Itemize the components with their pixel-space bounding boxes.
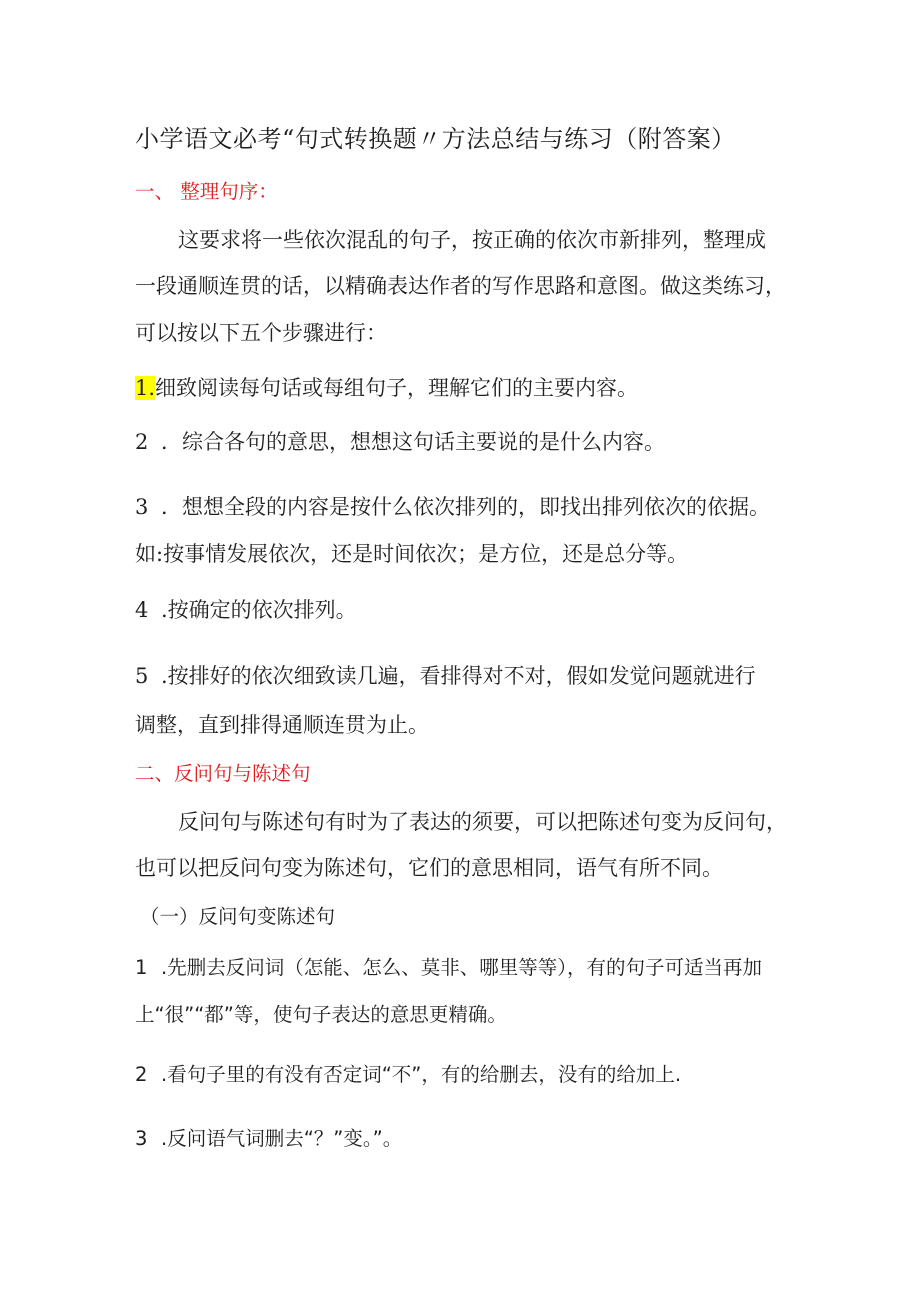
rule-2 xyxy=(135,1060,681,1090)
step-1-text: 细致阅读每句话或每组句子，理解它们的主要内容。 xyxy=(155,376,639,400)
subsection-1-heading: （一）反问句变陈述句 xyxy=(140,905,336,928)
step-5-continuation: 调整，直到排得通顺连贯为止。 xyxy=(135,713,429,737)
step-3-continuation: 如:按事情发展依次，还是时间依次；是方位，还是总分等。 xyxy=(135,542,689,566)
rule-1-text: .先删去反问词（怎能、怎么、莫非、哪里等等），有的句子可适当再加 xyxy=(161,956,762,979)
section-1-heading: 一、 整理句序： xyxy=(135,180,278,203)
step-3 xyxy=(135,492,770,522)
step-5-text: .按排好的依次细致读几遍，看排得对不对，假如发觉问题就进行 xyxy=(161,664,756,688)
rule-2-text: .看句子里的有没有否定词“不”，有的给删去，没有的给加上. xyxy=(161,1063,682,1086)
section-1-intro-line-3: 可以按以下五个步骤进行： xyxy=(135,321,387,345)
step-2-text: ．综合各句的意思，想想这句话主要说的是什么内容。 xyxy=(161,430,665,454)
step-2 xyxy=(135,427,665,457)
step-4-number: 4 xyxy=(135,598,149,622)
section-2-intro-line-1: 反问句与陈述句有时为了表达的须要，可以把陈述句变为反问句， xyxy=(178,810,787,834)
section-2-heading: 二、反问句与陈述句 xyxy=(135,762,311,785)
rule-3-text: .反问语气词删去“？”变。”。 xyxy=(161,1127,403,1150)
step-5 xyxy=(135,661,756,691)
section-2-intro-line-2: 也可以把反问句变为陈述句，它们的意思相同，语气有所不同。 xyxy=(135,856,723,880)
section-1-intro-line-2: 一段通顺连贯的话，以精确表达作者的写作思路和意图。做这类练习， xyxy=(135,274,786,298)
step-3-text: ．想想全段的内容是按什么依次排列的，即找出排列依次的依据。 xyxy=(161,495,770,519)
page-title: 小学语文必考“句式转换题〃方法总结与练习（附答案） xyxy=(135,125,736,153)
step-4 xyxy=(135,595,357,625)
rule-2-number: 2 xyxy=(135,1063,148,1086)
rule-3 xyxy=(135,1124,402,1154)
step-4-text: .按确定的依次排列。 xyxy=(161,598,357,622)
rule-3-number: 3 xyxy=(135,1127,148,1150)
rule-1-continuation: 上“很”“都”等，使句子表达的意思更精确。 xyxy=(135,1003,507,1026)
step-2-number: 2 xyxy=(135,430,149,454)
step-3-number: 3 xyxy=(135,495,149,519)
step-1 xyxy=(135,373,638,403)
step-5-number: 5 xyxy=(135,664,149,688)
rule-1-number: 1 xyxy=(135,956,148,979)
step-1-number: 1. xyxy=(135,376,156,400)
section-1-intro-line-1: 这要求将一些依次混乱的句子，按正确的依次市新排列，整理成 xyxy=(178,228,766,252)
rule-1 xyxy=(135,953,762,983)
